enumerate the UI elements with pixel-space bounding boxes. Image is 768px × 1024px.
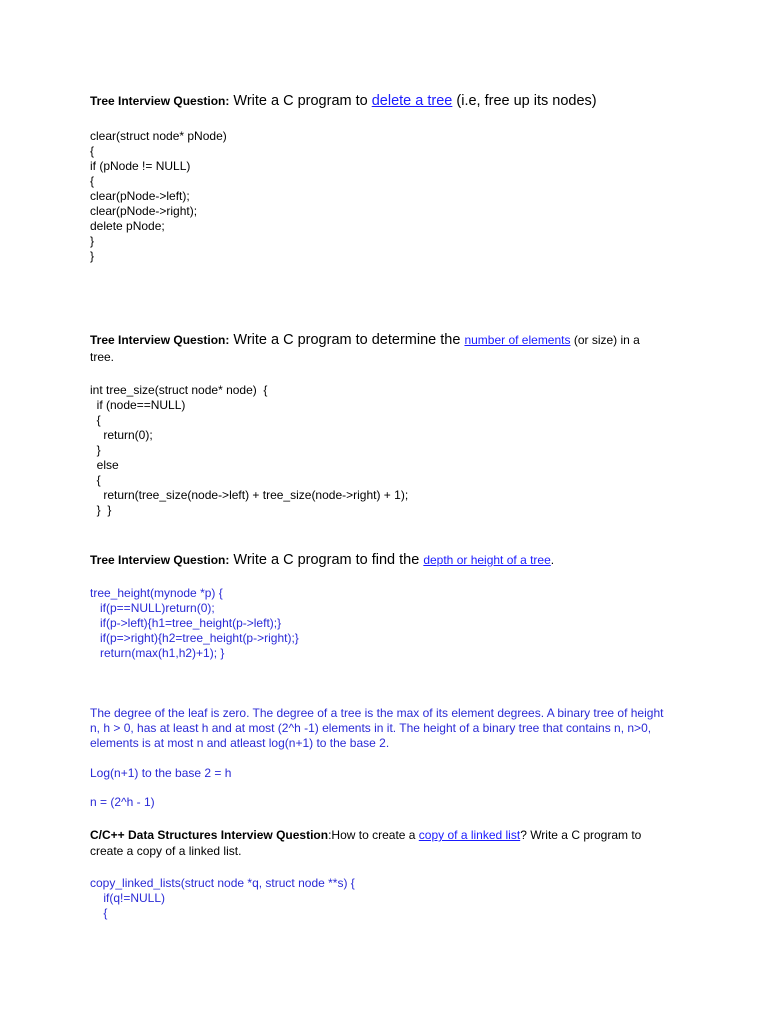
notes-formula-1: Log(n+1) to the base 2 = h bbox=[90, 766, 232, 780]
notes-formula-2: n = (2^h - 1) bbox=[90, 795, 155, 809]
q3-link[interactable]: depth or height of a tree bbox=[423, 553, 551, 567]
q1-text-after: (i.e, free up its nodes) bbox=[452, 93, 597, 109]
q2-text-after: (or size) in a bbox=[570, 333, 640, 347]
code-line: if (pNode != NULL) bbox=[90, 159, 191, 173]
q3-label: Tree Interview Question: bbox=[90, 553, 230, 567]
code-line: if (node==NULL) bbox=[90, 398, 186, 412]
code-line: tree_height(mynode *p) { bbox=[90, 586, 223, 600]
code-line: clear(pNode->right); bbox=[90, 204, 198, 218]
code-line: copy_linked_lists(struct node *q, struct node **s) { bbox=[90, 876, 355, 890]
q3-text-after: . bbox=[550, 553, 555, 567]
q3-text-before: Write a C program to find the bbox=[229, 552, 424, 568]
q2-code bbox=[90, 383, 680, 518]
code-line: if(p==NULL)return(0); bbox=[90, 601, 215, 615]
q4-text-before: :How to create a bbox=[328, 828, 419, 842]
notes-paragraph: The degree of the leaf is zero. The degree of a tree is the max of its element degrees. A binary tree of height n, h > 0, has at least h and at most (2^h -1) elements in it. The height of a binary tree that contains n, n>0, elements is at most n and atleast log(n+1) to the base 2. bbox=[90, 706, 664, 750]
q1-link[interactable]: delete a tree bbox=[371, 93, 453, 109]
q1-text-before: Write a C program to bbox=[229, 93, 372, 109]
q4-code bbox=[90, 876, 680, 921]
code-line: } bbox=[90, 249, 95, 263]
q2-heading bbox=[90, 332, 680, 366]
q1-label: Tree Interview Question: bbox=[90, 94, 230, 108]
code-line: return(tree_size(node->left) + tree_size(node->right) + 1); bbox=[90, 488, 409, 502]
code-line: return(max(h1,h2)+1); } bbox=[90, 646, 225, 660]
q1-code bbox=[90, 129, 680, 264]
q4-heading bbox=[90, 827, 675, 859]
q4-label: C/C++ Data Structures Interview Question bbox=[90, 828, 329, 842]
q2-link[interactable]: number of elements bbox=[464, 333, 571, 347]
code-line: { bbox=[90, 473, 101, 487]
code-line: clear(struct node* pNode) bbox=[90, 129, 227, 143]
code-line: return(0); bbox=[90, 428, 153, 442]
code-line: } } bbox=[90, 503, 112, 517]
code-line: else bbox=[90, 458, 119, 472]
q4-text-wrap: create a copy of a linked list. bbox=[90, 844, 242, 858]
q4-link[interactable]: copy of a linked list bbox=[418, 828, 521, 842]
q2-label: Tree Interview Question: bbox=[90, 333, 230, 347]
code-line: } bbox=[90, 234, 95, 248]
code-line: } bbox=[90, 443, 101, 457]
q1-heading bbox=[90, 93, 680, 110]
code-line: if(p->left){h1=tree_height(p->left);} bbox=[90, 616, 282, 630]
code-line: if(p=>right){h2=tree_height(p->right);} bbox=[90, 631, 299, 645]
code-line: { bbox=[90, 413, 101, 427]
code-line: delete pNode; bbox=[90, 219, 165, 233]
q3-heading bbox=[90, 552, 680, 569]
code-line: { bbox=[90, 906, 108, 920]
q4-text-after: ? Write a C program to bbox=[520, 828, 642, 842]
q3-code bbox=[90, 586, 680, 661]
code-line: { bbox=[90, 144, 95, 158]
code-line: { bbox=[90, 174, 95, 188]
code-line: int tree_size(struct node* node) { bbox=[90, 383, 268, 397]
code-line: clear(pNode->left); bbox=[90, 189, 190, 203]
q2-text-before: Write a C program to determine the bbox=[229, 332, 465, 348]
q2-text-wrap: tree. bbox=[90, 350, 115, 364]
code-line: if(q!=NULL) bbox=[90, 891, 166, 905]
